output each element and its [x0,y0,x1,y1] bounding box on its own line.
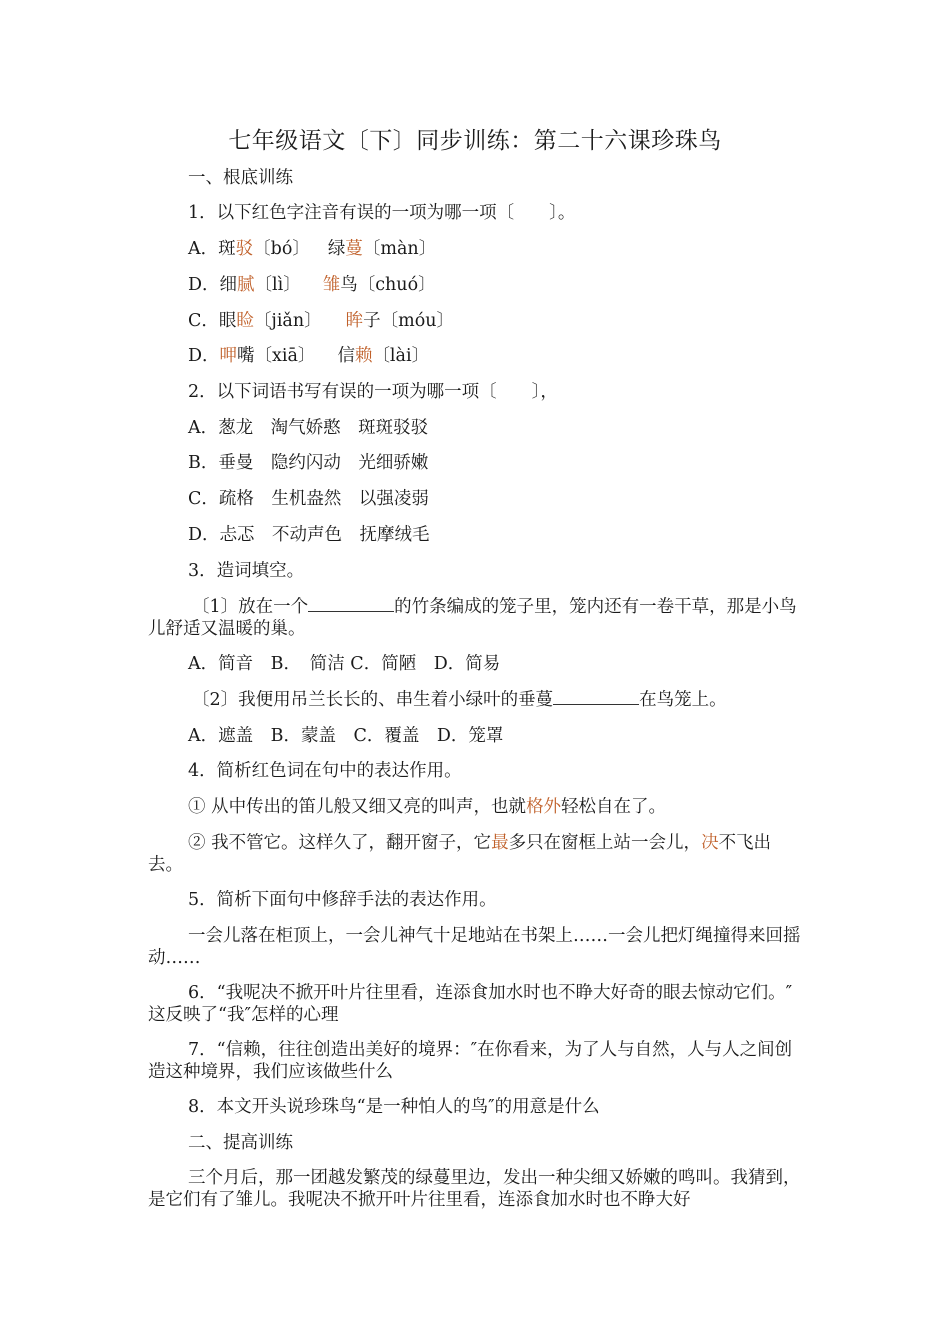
pinyin: 子〔móu〕 [363,311,455,331]
question-2-option-d: D．忐忑 不动声色 抚摩绒毛 [188,525,430,545]
question-1-option-d [188,345,429,367]
pinyin: 〔bó〕 [253,239,310,259]
pinyin: 〔jiǎn〕 [253,311,322,331]
highlighted-word: 决 [701,833,719,853]
highlighted-char: 雏 [322,275,341,295]
document-title: 七年级语文〔下〕同步训练：第二十六课珍珠鸟 [228,128,722,154]
reading-passage: 三个月后，那一团越发繁茂的绿蔓里边，发出一种尖细又娇嫩的鸣叫。我猜到，是它们有了雏儿。我呢决不掀开叶片往里看，连添食加水时也不睁大好 [148,1168,801,1210]
question-3-sentence-1 [148,596,803,640]
sentence-text: 多只在窗框上站一会儿， [508,833,702,853]
option-text: 信 [337,346,355,366]
question-3-options-1: A．简音 B． 简洁 C．简陋 D．简易 [188,654,501,674]
question-3-sentence-2 [192,689,727,711]
highlighted-word: 格外 [526,797,562,817]
question-1-option-a [188,238,436,260]
option-label: D． [188,346,220,366]
fill-blank [308,596,394,612]
sentence-text: ② 我不管它。这样久了，翻开窗子，它 [188,833,492,853]
question-4-sentence-2 [148,832,803,876]
sentence-text: 不飞出去。 [148,833,772,875]
question-5-stem: 5．简析下面句中修辞手法的表达作用。 [188,890,497,910]
pinyin: 〔lài〕 [372,346,430,366]
sentence-text: 的竹条编成的笼子里，笼内还有一卷干草，那是小鸟儿舒适又温暖的巢。 [148,597,797,639]
fill-blank [553,689,639,705]
pinyin: 鸟〔chuó〕 [340,275,436,295]
highlighted-char: 驳 [235,239,254,259]
option-text: A．斑 [188,239,236,259]
question-5-text: 一会儿落在柜顶上，一会儿神气十足地站在书架上……一会儿把灯绳撞得来回摇动…… [148,926,801,968]
question-4-stem: 4．简析红色词在句中的表达作用。 [188,761,462,781]
question-2-stem: 2．以下词语书写有误的一项为哪一项〔 〕， [188,382,558,402]
question-2-option-a: A．葱龙 淘气娇憨 斑斑驳驳 [188,418,429,438]
option-text: D．细 [188,275,238,295]
highlighted-word: 最 [491,833,509,853]
pinyin: 〔lì〕 [254,275,301,295]
sentence-text: ① 从中传出的笛儿般又细又亮的叫声，也就 [188,797,527,817]
option-text: 绿 [327,239,346,259]
question-3-stem: 3．造词填空。 [188,561,305,581]
highlighted-char: 睑 [236,311,254,331]
question-1-option-c [188,310,454,332]
sentence-text: 在鸟笼上。 [639,690,727,710]
sentence-text: 〔1〕放在一个 [192,597,309,617]
highlighted-char: 腻 [237,275,255,295]
highlighted-char: 眸 [345,311,364,331]
question-1-option-b [188,274,436,296]
pinyin: 嘴〔xiā〕 [237,346,316,366]
question-1-stem: 1．以下红色字注音有误的一项为哪一项〔 〕。 [188,203,576,223]
pinyin: 〔màn〕 [362,239,437,259]
question-7: 7．“信赖，往往创造出美好的境界：″在你看来，为了人与自然，人与人之间创造这种境界，我们应该做些什么 [148,1040,793,1082]
section-heading-advanced: 二、提高训练 [188,1133,293,1153]
question-2-option-c: C．疏格 生机盎然 以强凌弱 [188,489,429,509]
sentence-text: 轻松自在了。 [561,797,667,817]
highlighted-char: 蔓 [345,239,363,259]
option-text: C．眼 [188,311,237,331]
question-6: 6．“我呢决不掀开叶片往里看，连添食加水时也不睁大好奇的眼去惊动它们。″这反映了“我″怎样的心理 [148,983,793,1025]
highlighted-char: 呷 [219,346,238,366]
question-3-options-2: A．遮盖 B．蒙盖 C．覆盖 D．笼罩 [188,726,504,746]
highlighted-char: 赖 [354,346,373,366]
question-8: 8．本文开头说珍珠鸟“是一种怕人的鸟″的用意是什么 [188,1097,600,1117]
question-4-sentence-1 [188,796,666,818]
sentence-text: 〔2〕我便用吊兰长长的、串生着小绿叶的垂蔓 [192,690,554,710]
section-heading-basic: 一、根底训练 [188,168,293,188]
question-2-option-b: B．垂曼 隐约闪动 光细骄嫩 [188,453,429,473]
